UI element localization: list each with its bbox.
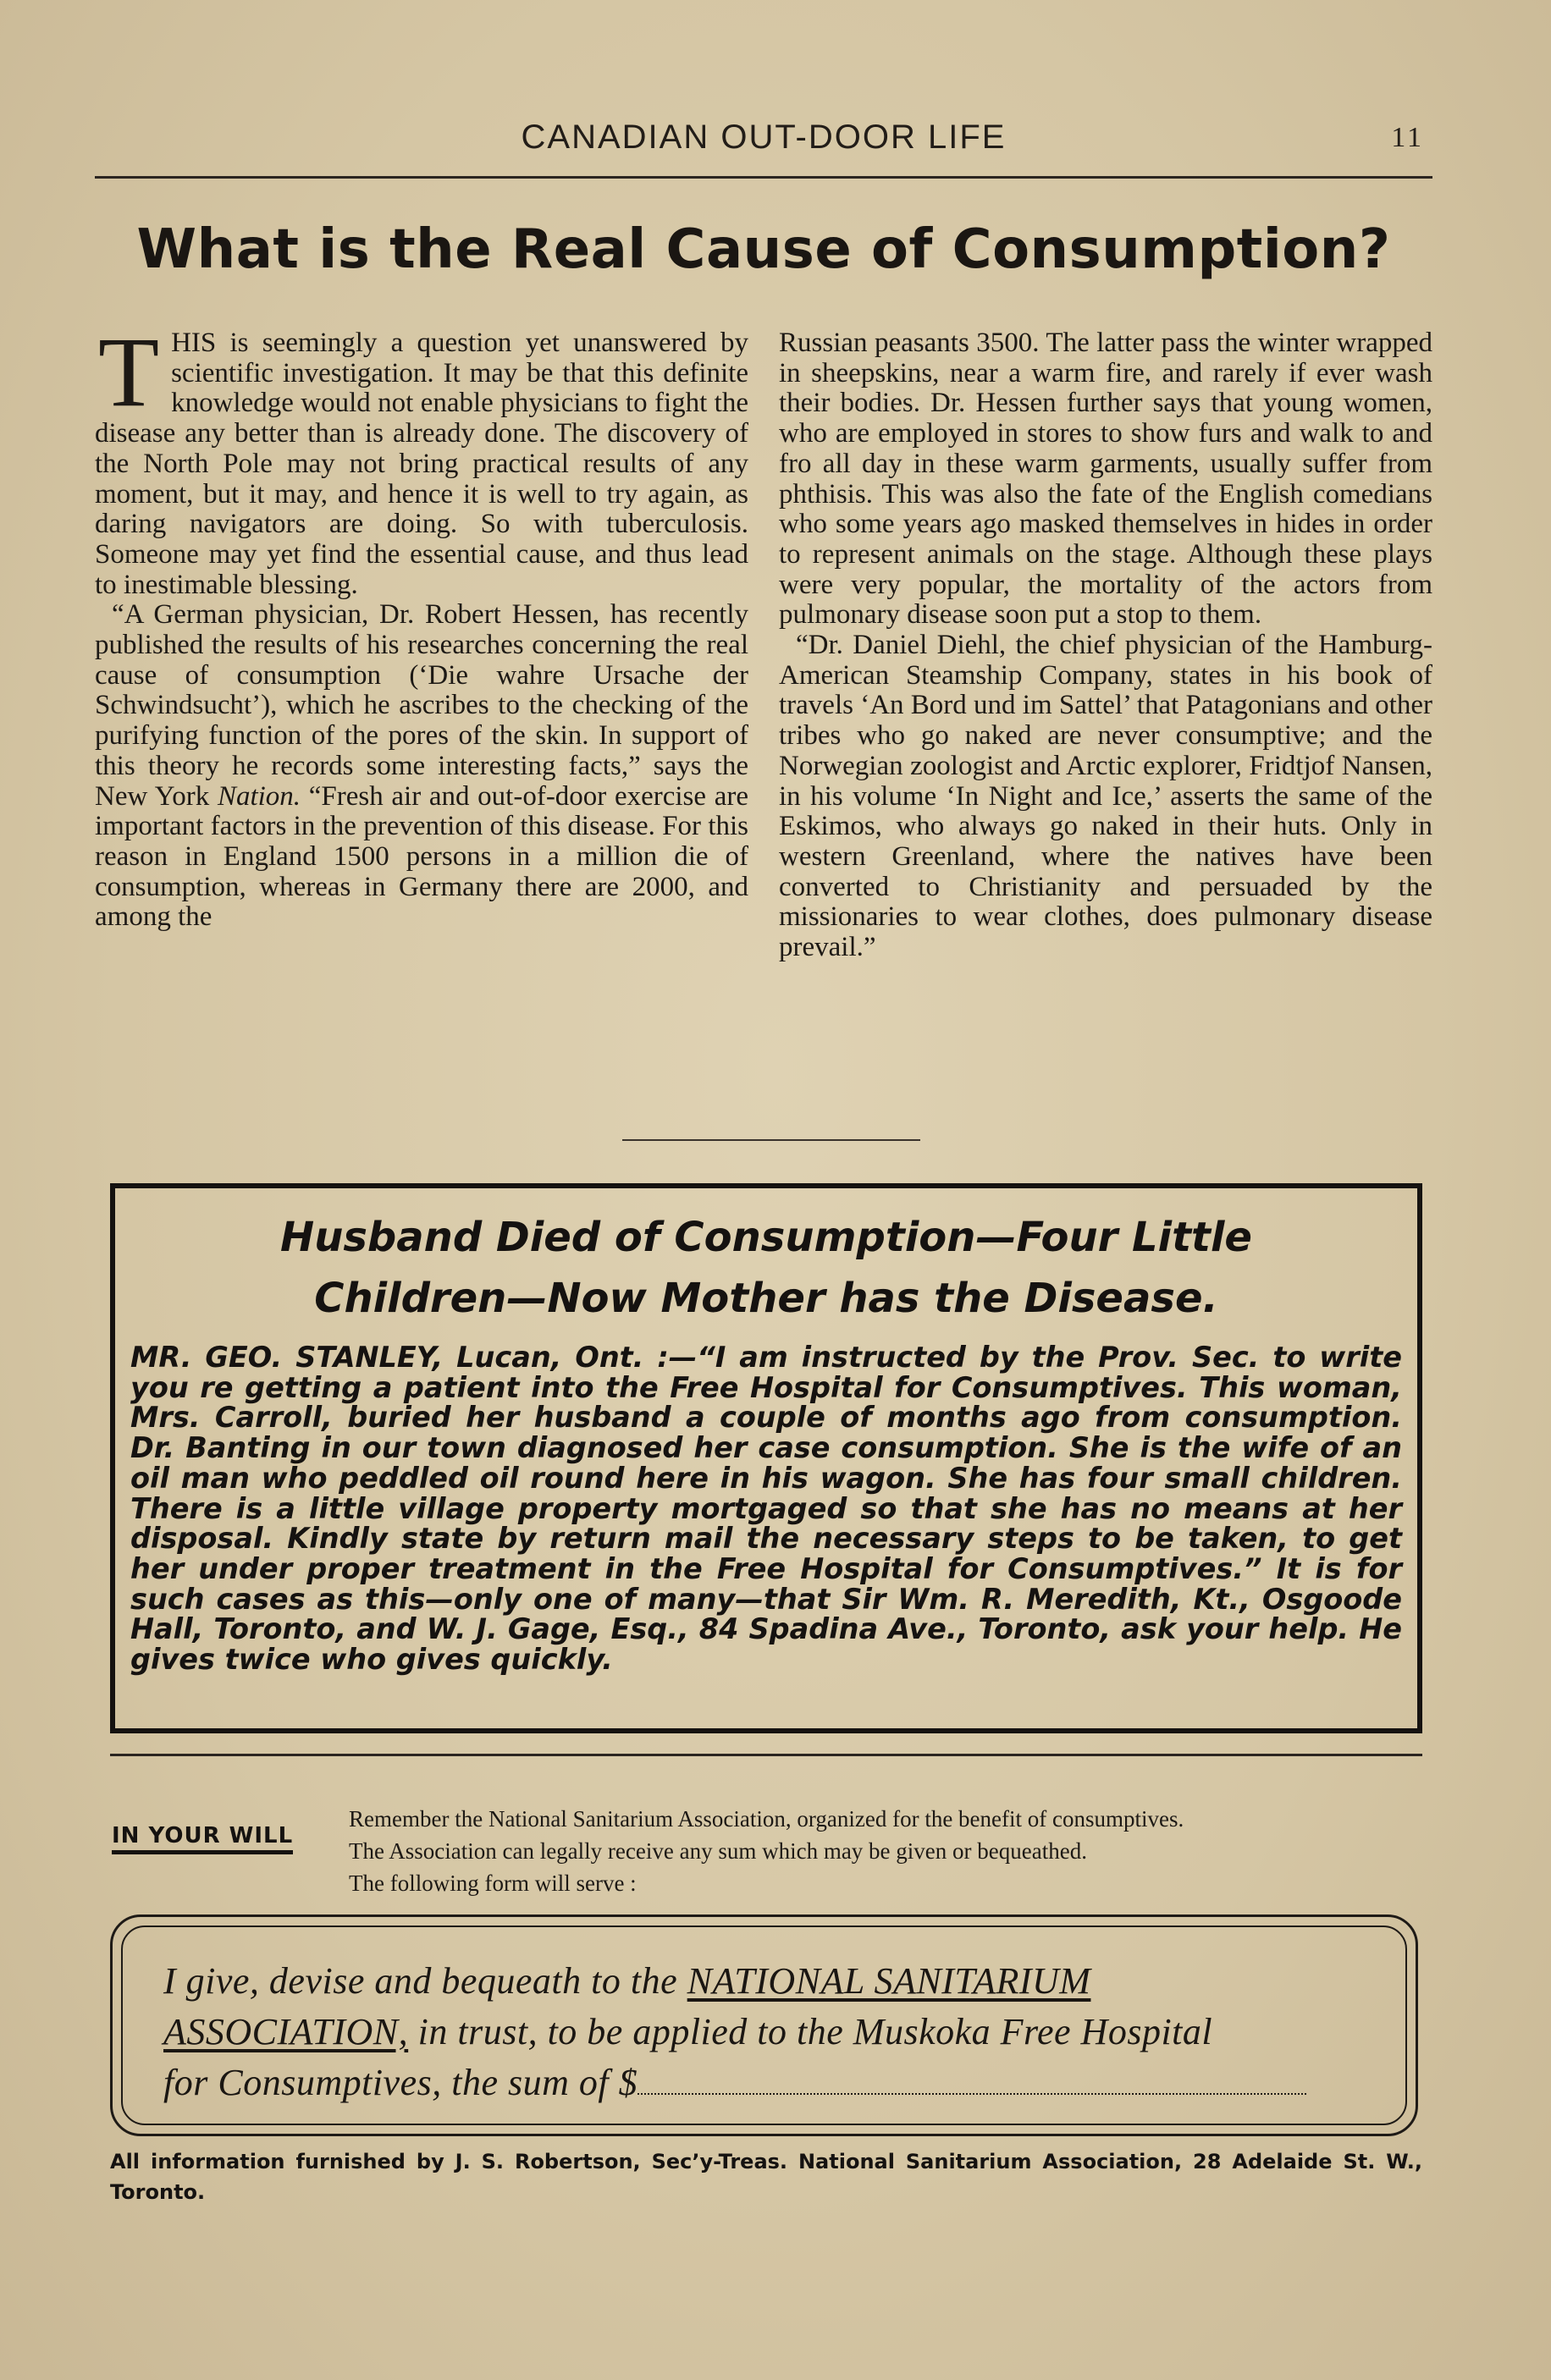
appeal-heading <box>130 1207 1402 1329</box>
bequest-underlined-text: NATIONAL SANITARIUM <box>687 1960 1091 2002</box>
bequest-text: for Consumptives, the sum of $ <box>163 2062 638 2103</box>
article-columns <box>95 317 1432 1107</box>
bequest-line <box>163 2058 1380 2108</box>
page-number: 11 <box>1391 122 1424 153</box>
will-line: The Association can legally receive any sum which may be given or bequeathed. <box>349 1838 1087 1864</box>
bequest-line <box>163 1956 1380 2007</box>
article-paragraph: Russian peasants 3500. The latter pass the winter wrapped in sheepskins, near a warm fire, and rarely if ever wash their bodies. Dr. Hessen further says that young women, who are employed in stores to show furs and walk to and fro all day in these warm garments, usually suffer from phthisis. This was also the fate of the English comedians who some years ago masked themselves in hides in order to represent animals on the stage. Although these plays were very popular, the mortality of the actors from pulmonary disease soon put a stop to them. <box>779 328 1432 631</box>
paragraph-text: “Fresh air and out-of-door exercise are important factors in the prevention of this disease. For this reason in England 1500 persons in a million die of consumption, whereas in Germany there are 2000, and among the <box>95 780 749 933</box>
bequest-line <box>163 2007 1380 2058</box>
bequest-text: I give, devise and bequeath to the <box>163 1960 678 2002</box>
paragraph-text: HIS is seemingly a question yet unanswered by scientific investigation. It may be that this definite knowledge would not enable physicians to fight the disease any better than is already done. The discovery of the North Pole may not bring practical results of any moment, but it may, and hence it is well to try again, as daring navigators are doing. So with tuberculosis. Someone may yet find the essential cause, and thus lead to inestimable blessing. <box>95 328 748 600</box>
article-column-right <box>779 328 1432 1107</box>
publication-name: Nation. <box>217 780 301 812</box>
article-paragraph <box>95 600 748 933</box>
section-divider <box>622 1139 920 1141</box>
article-paragraph <box>95 317 748 600</box>
bequest-text: in trust, to be applied to the Muskoka Free Hospital <box>417 2011 1213 2052</box>
will-instructions <box>349 1803 1424 1899</box>
footer-note: All information furnished by J. S. Robertson, Sec’y-Treas. National Sanitarium Association, 28 Adelaide St. W., Toronto. <box>110 2150 1422 2204</box>
appeal-box <box>110 1183 1422 1733</box>
bequest-underlined-text: ASSOCIATION, <box>163 2011 409 2052</box>
running-title: CANADIAN OUT-DOOR LIFE <box>521 118 1007 156</box>
paragraph-text: “A German physician, Dr. Robert Hessen, has recently published the results of his researches concerning the real cause of consumption (‘Die wahre Ursache der Schwindsucht’), which he ascribes to the checking of the purifying function of the pores of the skin. In support of this theory he records some interesting facts,” says the New York <box>95 599 748 812</box>
appeal-heading-line: Husband Died of Consumption—Four Little <box>280 1214 1252 1261</box>
will-line: The following form will serve : <box>349 1870 637 1896</box>
will-label: IN YOUR WILL <box>112 1823 293 1854</box>
will-line: Remember the National Sanitarium Association, organized for the benefit of consumptives. <box>349 1806 1184 1832</box>
article-paragraph: “Dr. Daniel Diehl, the chief physician of the Hamburg-American Steamship Company, states in his book of travels ‘An Bord und im Sattel’ that Patagonians and other tribes who go naked are never consumptive; and the Norwegian zoologist and Arctic explorer, Fridtjof Nansen, in his volume ‘In Night and Ice,’ asserts the same of the Eskimos, who always go naked in their huts. Only in western Greenland, where the natives have been converted to Christianity and persuaded by the missionaries to wear clothes, does pulmonary disease prevail.” <box>779 630 1432 963</box>
running-head <box>95 108 1432 179</box>
horizontal-rule <box>110 1754 1422 1756</box>
article-title: What is the Real Cause of Consumption? <box>136 218 1391 281</box>
appeal-heading-line: Children—Now Mother has the Disease. <box>314 1275 1218 1322</box>
drop-cap: T <box>98 317 160 427</box>
article-column-left <box>95 317 749 1107</box>
bequest-form-frame <box>110 1914 1418 2136</box>
appeal-body: MR. GEO. STANLEY, Lucan, Ont. :—“I am instructed by the Prov. Sec. to write you re getting a patient into the Free Hospital for Consumptives. This woman, Mrs. Carroll, buried her husband a couple of months ago from consumption. Dr. Banting in our town diagnosed her case consumption. She is the wife of an oil man who peddled oil round here in his wagon. She has four small children. There is a little village property mortgaged so that she has no means at her disposal. Kindly state by return mail the necessary steps to be taken, to get her under proper treatment in the Free Hospital for Consumptives.” It is for such cases as this—only one of many—that Sir Wm. R. Meredith, Kt., Osgoode Hall, Toronto, and W. J. Gage, Esq., 84 Spadina Ave., Toronto, ask your help. He gives twice who gives quickly. <box>130 1341 1402 1677</box>
amount-blank-line <box>638 2085 1306 2095</box>
bequest-form <box>121 1925 1407 2125</box>
